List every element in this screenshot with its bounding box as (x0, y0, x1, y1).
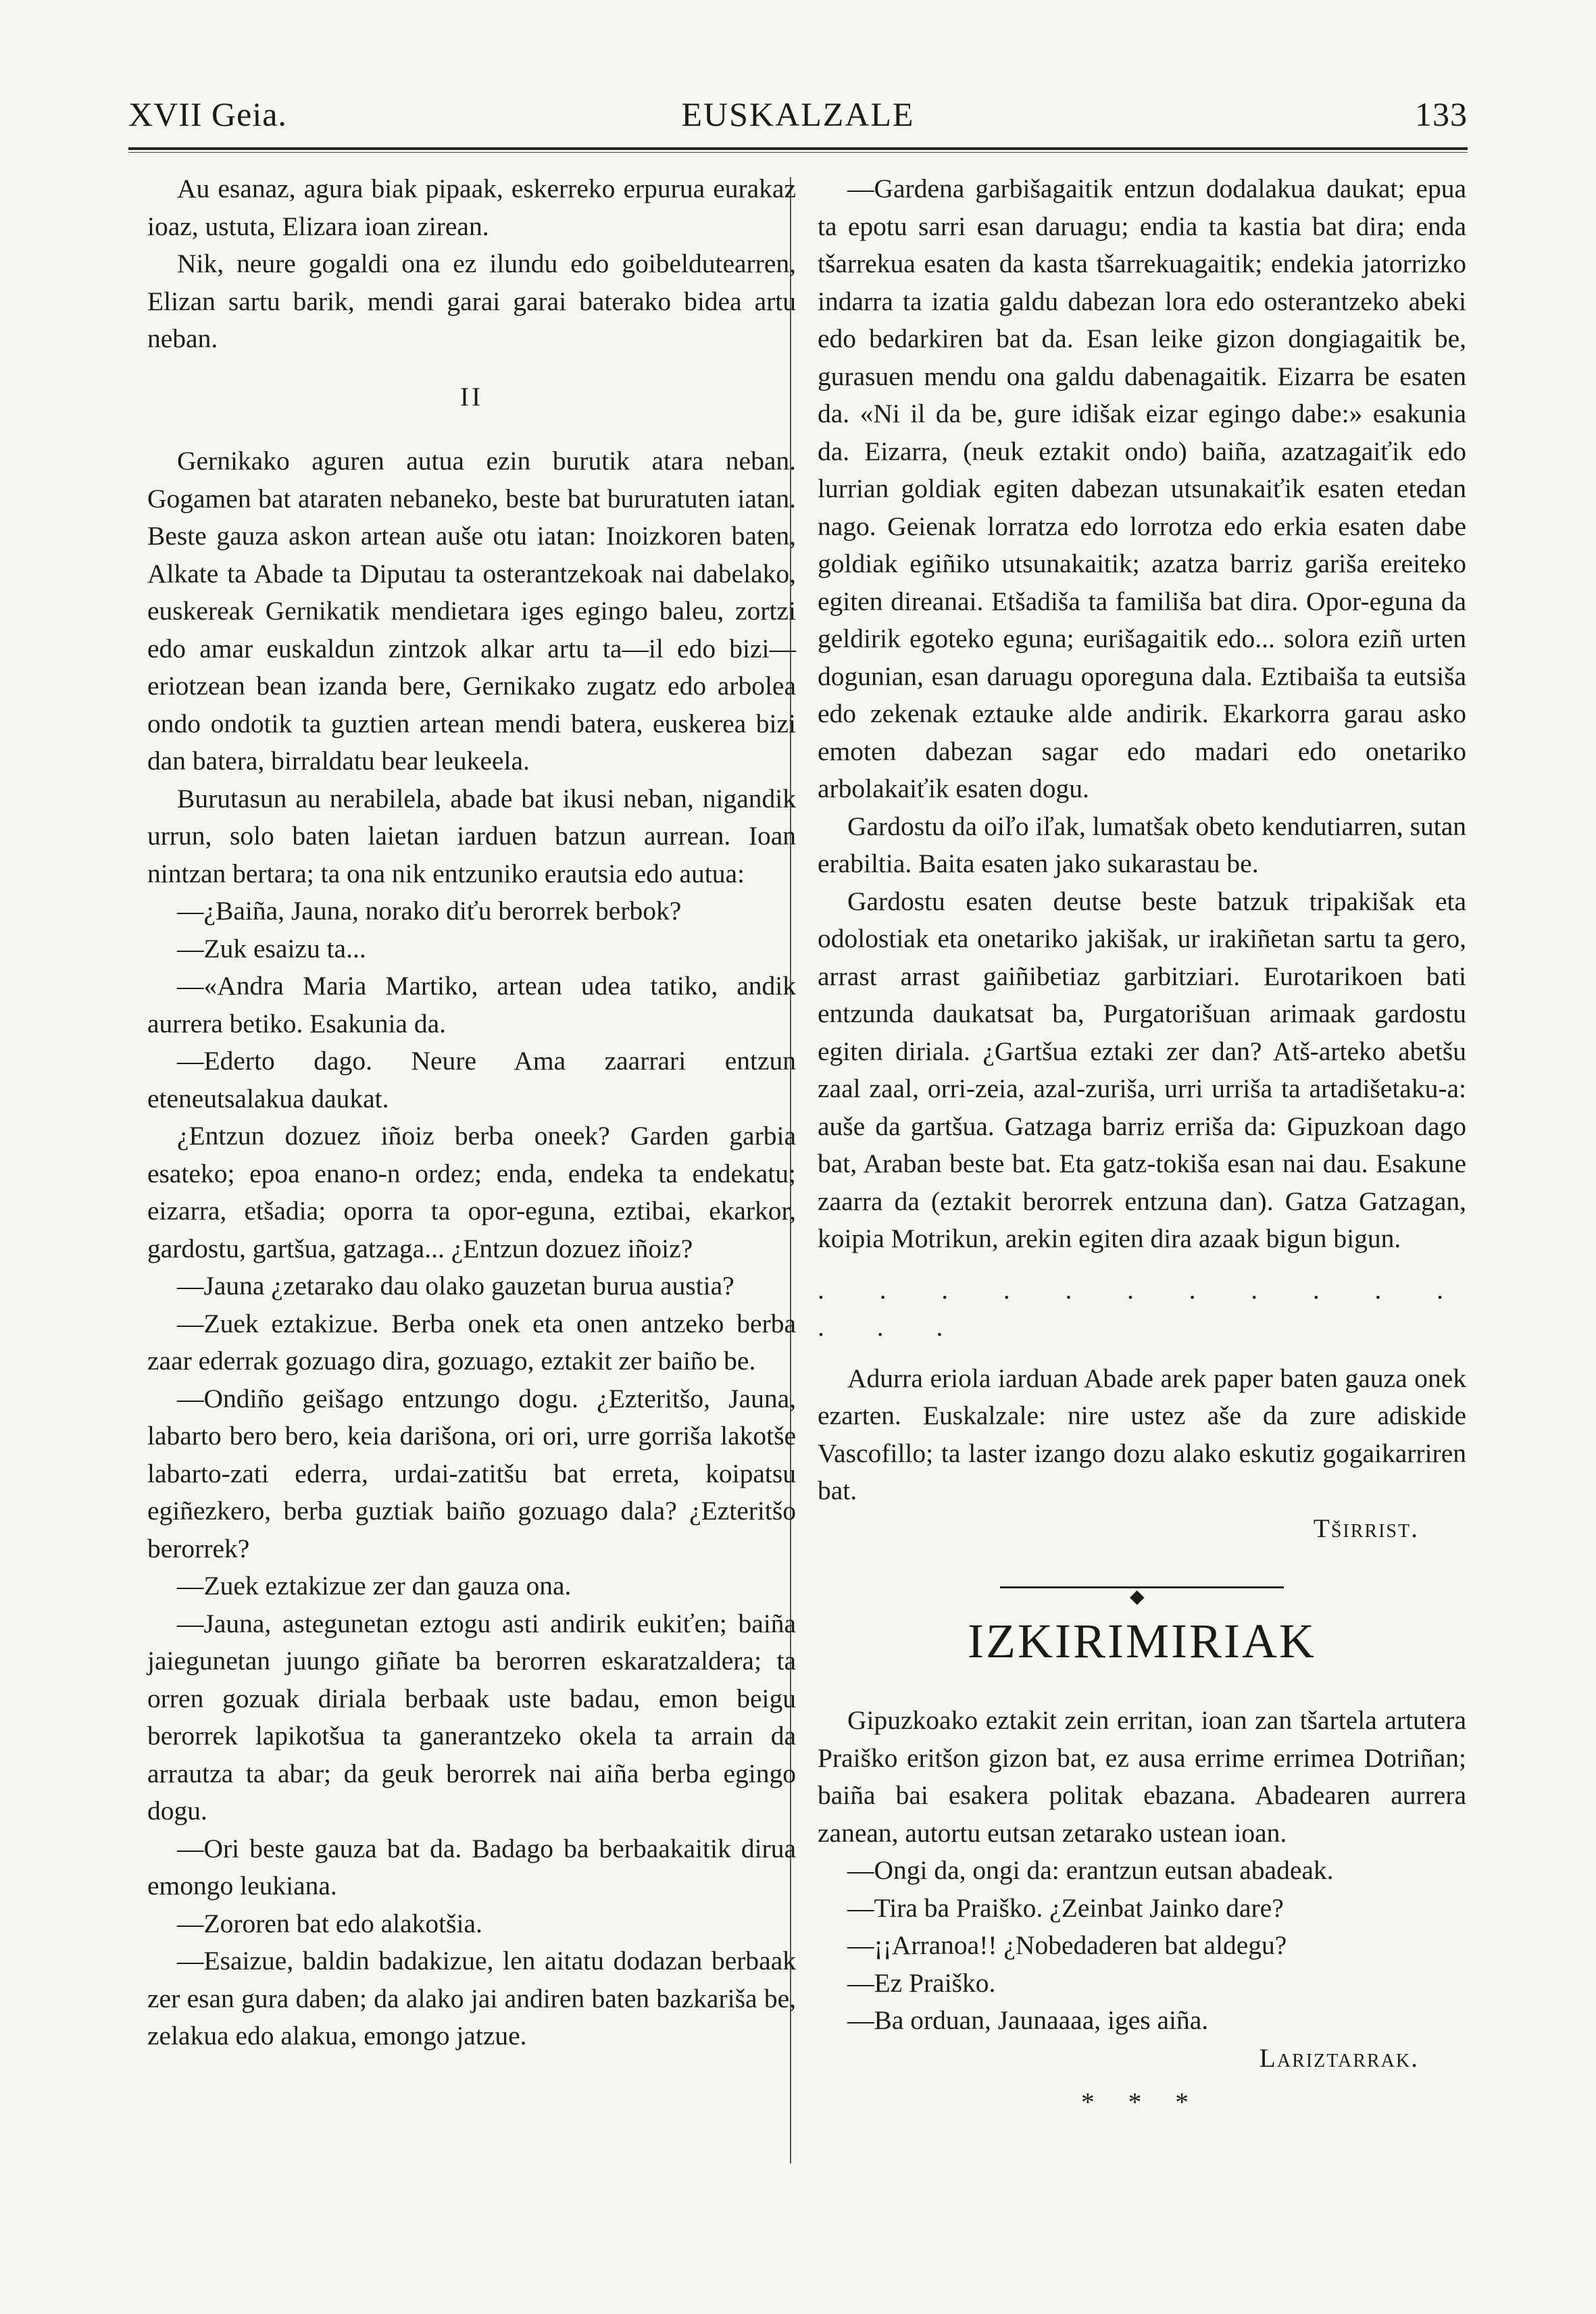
signature: Lariztarrak. (1259, 2042, 1419, 2073)
section-title: IZKIRIMIRIAK (968, 1614, 1316, 1668)
left-column (147, 170, 796, 2055)
dialogue-line: —Ondiño geišago entzungo dogu. ¿Ezteritšo, Jauna, labarto bero bero, keia darišona, ori ori, urre gorriša lakotše labarto-zati ederra, urdai-zatitšu bat erreta, koipatsu egiñezkero, berba guztiak baiño gozuago dala? ¿Ezteritšo berorrek? (147, 1383, 796, 1563)
dialogue-line: —¿Baiña, Jauna, norako diťu berorrek berbok? (177, 896, 682, 926)
dialogue-line: —Tira ba Praiško. ¿Zeinbat Jainko dare? (847, 1892, 1284, 1923)
dialogue-line: —Esaizue, baldin badakizue, len aitatu dodazan berbaak zer esan gura daben; da alako jai andiren baten bazkariša be, zelakua edo alakua, emongo jatzue. (147, 1946, 796, 2051)
dialogue-line: —Zuk esaizu ta... (177, 933, 366, 963)
paragraph: Gardostu esaten deutse beste batzuk tripakišak eta odolostiak eta onetariko jakišak, ur irakiñetan sartu ta gero, arrast arrast gaiñibetiaz garbitziari. Eurotarikoen bati entzunda daukatsat ba, Purgatorišuan arimaak gardostu egiten diriala. ¿Gartšua eztaki zer dan? Atš-arteko abetšu zaal zaal, orri-zeia, azal-zuriša, urri urriša ta artadišetaku-a: auše da gartšua. Gatzaga barriz erriša da: Gipuzkoan dago bat, Araban beste bat. Eta gatz-tokiša esan nai dau. Esakune zaarra da (eztakit berorrek entzuna dan). Gatza Gatzagan, koipia Motrikun, arekin egiten dira azaak bigun bigun. (818, 886, 1466, 1253)
dialogue-line: —Ez Praiško. (847, 1967, 996, 1998)
running-header (128, 95, 1468, 142)
dialogue-line: —Jauna ¿zetarako dau olako gauzetan burua austia? (177, 1271, 734, 1301)
paragraph: Adurra eriola iarduan Abade arek paper baten gauza onek ezarten. Euskalzale: nire ustez aše da zure adiskide Vascofillo; ta laster izango dozu alako eskutiz gogaikarriren bat. (818, 1363, 1466, 1505)
paragraph: Gipuzkoako eztakit zein erritan, ioan zan tšartela artutera Praiško eritšon gizon bat, ez ausa errime errimea Dotriñan; baiña bai esakera politak ebazana. Abadearen aurrera zanean, autortu eutsan zetarako ustean ioan. (818, 1705, 1466, 1848)
page-number: 133 (1415, 95, 1468, 133)
paragraph: Gernikako aguren autua ezin burutik atara neban. Gogamen bat ataraten nebaneko, beste bat bururatuten iatan. Beste gauza askon artean auše otu iatan: Inoizkoren baten, Alkate ta Abade ta Diputau ta osterantzekoak nai dabelako, euskereak Gernikatik mendietara iges egingo baleu, zortzi edo amar euskaldun zintzok alkar artu ta—il edo bizi—eriotzean bean izanda bere, Gernikako zugatz edo arbolea ondo ondotik ta guztien artean mendi batera, euskerea bizi dan batera, birraldatu bear leukeela. (147, 446, 796, 776)
dialogue-line: —Ba orduan, Jaunaaaa, iges aiña. (847, 2005, 1209, 2035)
dialogue-line: —Zuek eztakizue zer dan gauza ona. (177, 1571, 572, 1601)
issue-label: XVII Geia. (128, 95, 287, 133)
header-rule (128, 147, 1468, 153)
section-heading: II (459, 381, 484, 411)
dialogue-line: —Ori beste gauza bat da. Badago ba berbaakaitik dirua emongo leukiana. (147, 1833, 796, 1901)
ellipsis-separator: . . . . . . . . . . . . . . (818, 1274, 1466, 1342)
dialogue-line: —¡¡Arranoa!! ¿Nobedaderen bat aldegu? (847, 1930, 1287, 1960)
dialogue-line: —Ederto dago. Neure Ama zaarrari entzun eteneutsalakua daukat. (147, 1046, 796, 1113)
diamond-icon: ◆ (1130, 1586, 1145, 1607)
dialogue-line: ¿Entzun dozuez iñoiz berba oneek? Garden garbia esateko; epoa enano-n ordez; enda, endeka ta endekatu; eizarra, etšadia; oporra ta opor-eguna, eztibai, ekarkor, gardostu, gartšua, gatzaga... ¿Entzun dozuez iñoiz? (147, 1121, 796, 1263)
paragraph: Burutasun au nerabilela, abade bat ikusi neban, nigandik urrun, solo baten laietan iarduen batzun aurrean. Ioan nintzan bertara; ta ona nik entzuniko erautsia edo autua: (147, 783, 796, 888)
journal-title: EUSKALZALE (681, 95, 915, 133)
dialogue-line: —Jauna, astegunetan eztogu asti andirik eukiťen; baiña jaiegunetan juungo giñate ba berorren eskaratzaldera; ta orren gozuak diriala berbaak uste badau, emon beigu berorrek lapikotšua ta ganerantzeko okela ta arrain da arrautza ta abar; da geuk berorrek nai aiña berba egingo dogu. (147, 1608, 796, 1826)
right-column (818, 170, 1466, 2121)
dialogue-line: —Zororen bat edo alakotšia. (177, 1908, 482, 1938)
ornament-divider (818, 1570, 1466, 1607)
paragraph: Au esanaz, agura biak pipaak, eskerreko erpurua eurakaz ioaz, ustuta, Elizara ioan zirean. (147, 174, 796, 241)
dialogue-line: —Ongi da, ongi da: erantzun eutsan abadeak. (847, 1855, 1334, 1885)
dialogue-line: —Zuek eztakizue. Berba onek eta onen antzeko berba zaar ederrak gozuago dira, gozuago, eztakit zer baiño be. (147, 1308, 796, 1376)
paragraph: Gardostu da oiľo iľak, lumatšak obeto kendutiarren, sutan erabiltia. Baita esaten jako sukarastau be. (818, 811, 1466, 878)
paragraph: Nik, neure gogaldi ona ez ilundu edo goibeldutearren, Elizan sartu barik, mendi garai garai baterako bidea artu neban. (147, 249, 796, 353)
dialogue-line: —«Andra Maria Martiko, artean udea tatiko, andik aurrera betiko. Esakunia da. (147, 971, 796, 1038)
asterism: * * * (1081, 2087, 1202, 2117)
signature: Tširrist. (1313, 1513, 1419, 1543)
paragraph: —Gardena garbišagaitik entzun dodalakua daukat; epua ta epotu sarri esan daruagu; endia ta kastia bat dira; enda tšarrekua esaten da kasta tšarrekuagaitik; endekia jatorrizko indarra ta izatia galdu dabezan lora edo osterantzeko abeki edo bedarkiren bat da. Esan leike gizon dongiagaitik be, gurasuen mendu ona galdu dabenagaitik. Eizarra be esaten da. «Ni il da be, gure idišak eizar egingo dabe:» esakunia da. Eizarra, (neuk eztakit ondo) baiña, azatzagaiťik edo lurrian goldiak egiten dabezan utsunakaiťik esaten etedan nago. Geienak lorratza edo lorrotza edo erkia esaten dabe goldiak egiñiko utsunakaitik; azatza barriz gariša ereiteko egiten direanai. Etšadiša ta familiša bat dira. Opor-eguna da geldirik egoteko eguna; eurišagaitik edo... solora eziñ urten dogunian, esan daruagu oporeguna dala. Eztibaiša ta eutsiša edo zekenak eztauke alde andirik. Ekarkorra garau asko emoten dabezan sagar edo madari edo onetariko arbolakaiťik esaten dogu. (818, 174, 1466, 803)
